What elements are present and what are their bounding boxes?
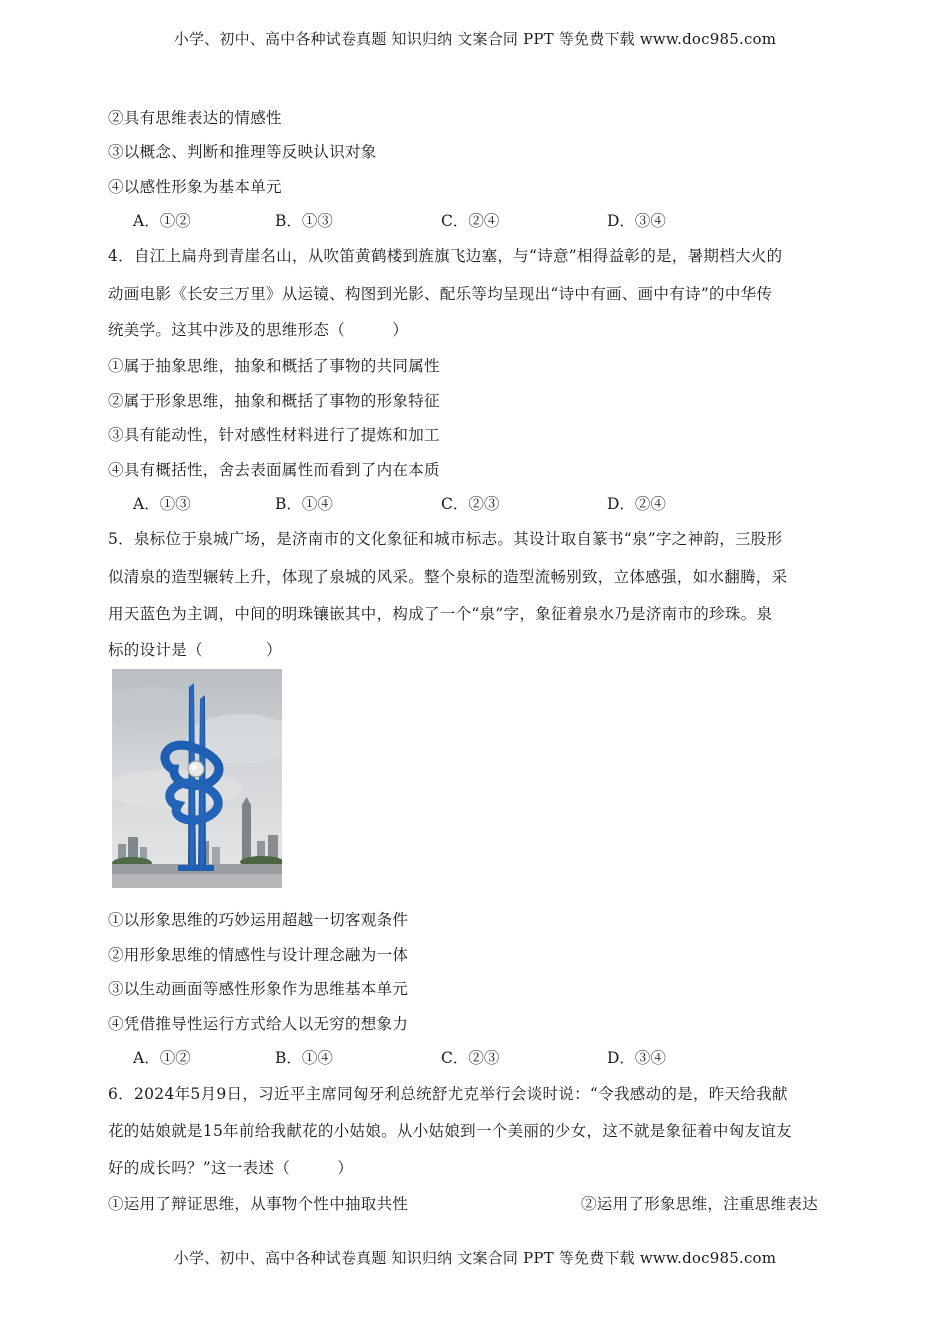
q4-choices bbox=[133, 492, 753, 512]
q5-option-3: ③以生动画面等感性形象作为思维基本单元 bbox=[108, 980, 409, 998]
q5-stem-line-1: 5．泉标位于泉城广场，是济南市的文化象征和城市标志。其设计取自篆书“泉”字之神韵，三股形 bbox=[108, 530, 783, 548]
q3-option-4: ④以感性形象为基本单元 bbox=[108, 178, 282, 196]
q6-stem-line-2: 花的姑娘就是15年前给我献花的小姑娘。从小姑娘到一个美丽的少女，这不就是象征着中匈友谊友 bbox=[108, 1122, 792, 1140]
q4-option-4: ④具有概括性，舍去表面属性而看到了内在本质 bbox=[108, 461, 440, 479]
q3-option-3: ③以概念、判断和推理等反映认识对象 bbox=[108, 143, 377, 161]
q6-option-1: ①运用了辩证思维，从事物个性中抽取共性 bbox=[108, 1195, 409, 1213]
q5-option-1: ①以形象思维的巧妙运用超越一切客观条件 bbox=[108, 911, 409, 929]
q6-option-2: ②运用了形象思维，注重思维表达 bbox=[581, 1195, 819, 1213]
page-header: 小学、初中、高中各种试卷真题 知识归纳 文案合同 PPT 等免费下载 www.doc985.com bbox=[173, 30, 777, 48]
q5-choice-c[interactable]: C．②③ bbox=[441, 1049, 500, 1067]
q3-option-2: ②具有思维表达的情感性 bbox=[108, 109, 282, 127]
quanbiao-photo bbox=[112, 669, 282, 888]
q4-option-3: ③具有能动性，针对感性材料进行了提炼和加工 bbox=[108, 426, 440, 444]
q5-choice-d[interactable]: D．③④ bbox=[607, 1049, 666, 1067]
q5-option-4: ④凭借推导性运行方式给人以无穷的想象力 bbox=[108, 1015, 409, 1033]
q5-stem-line-2: 似清泉的造型辗转上升，体现了泉城的风采。整个泉标的造型流畅别致，立体感强，如水翻腾，采 bbox=[108, 568, 788, 586]
q3-choices bbox=[133, 209, 753, 229]
q4-stem-line-2: 动画电影《长安三万里》从运镜、构图到光影、配乐等均呈现出“诗中有画、画中有诗”的中华传 bbox=[108, 285, 773, 303]
q3-choice-a[interactable]: A．①② bbox=[133, 212, 191, 230]
q5-option-2: ②用形象思维的情感性与设计理念融为一体 bbox=[108, 946, 409, 964]
q4-choice-c[interactable]: C．②③ bbox=[441, 495, 500, 513]
q5-choices bbox=[133, 1046, 753, 1066]
q5-stem-line-3: 用天蓝色为主调，中间的明珠镶嵌其中，构成了一个“泉”字，象征着泉水乃是济南市的珍珠。泉 bbox=[108, 605, 773, 623]
q3-choice-d[interactable]: D．③④ bbox=[607, 212, 666, 230]
q4-choice-a[interactable]: A．①③ bbox=[133, 495, 191, 513]
q3-choice-c[interactable]: C．②④ bbox=[441, 212, 500, 230]
q4-choice-d[interactable]: D．②④ bbox=[607, 495, 666, 513]
q4-stem-line-3: 统美学。这其中涉及的思维形态（ ） bbox=[108, 321, 409, 339]
q5-choice-b[interactable]: B．①④ bbox=[275, 1049, 333, 1067]
q5-choice-a[interactable]: A．①② bbox=[133, 1049, 191, 1067]
q5-stem-line-4: 标的设计是（ ） bbox=[108, 641, 282, 659]
q4-stem-line-1: 4．自江上扁舟到青崖名山，从吹笛黄鹤楼到旌旗飞边塞，与“诗意”相得益彰的是，暑期档大火的 bbox=[108, 247, 783, 265]
q4-option-2: ②属于形象思维，抽象和概括了事物的形象特征 bbox=[108, 392, 440, 410]
page-footer: 小学、初中、高中各种试卷真题 知识归纳 文案合同 PPT 等免费下载 www.doc985.com bbox=[173, 1249, 777, 1267]
q6-stem-line-3: 好的成长吗？”这一表述（ ） bbox=[108, 1159, 354, 1177]
q4-choice-b[interactable]: B．①④ bbox=[275, 495, 333, 513]
q3-choice-b[interactable]: B．①③ bbox=[275, 212, 333, 230]
q6-stem-line-1: 6．2024年5月9日，习近平主席同匈牙利总统舒尤克举行会谈时说：“令我感动的是，昨天给我献 bbox=[108, 1085, 788, 1103]
q4-option-1: ①属于抽象思维，抽象和概括了事物的共同属性 bbox=[108, 357, 440, 375]
